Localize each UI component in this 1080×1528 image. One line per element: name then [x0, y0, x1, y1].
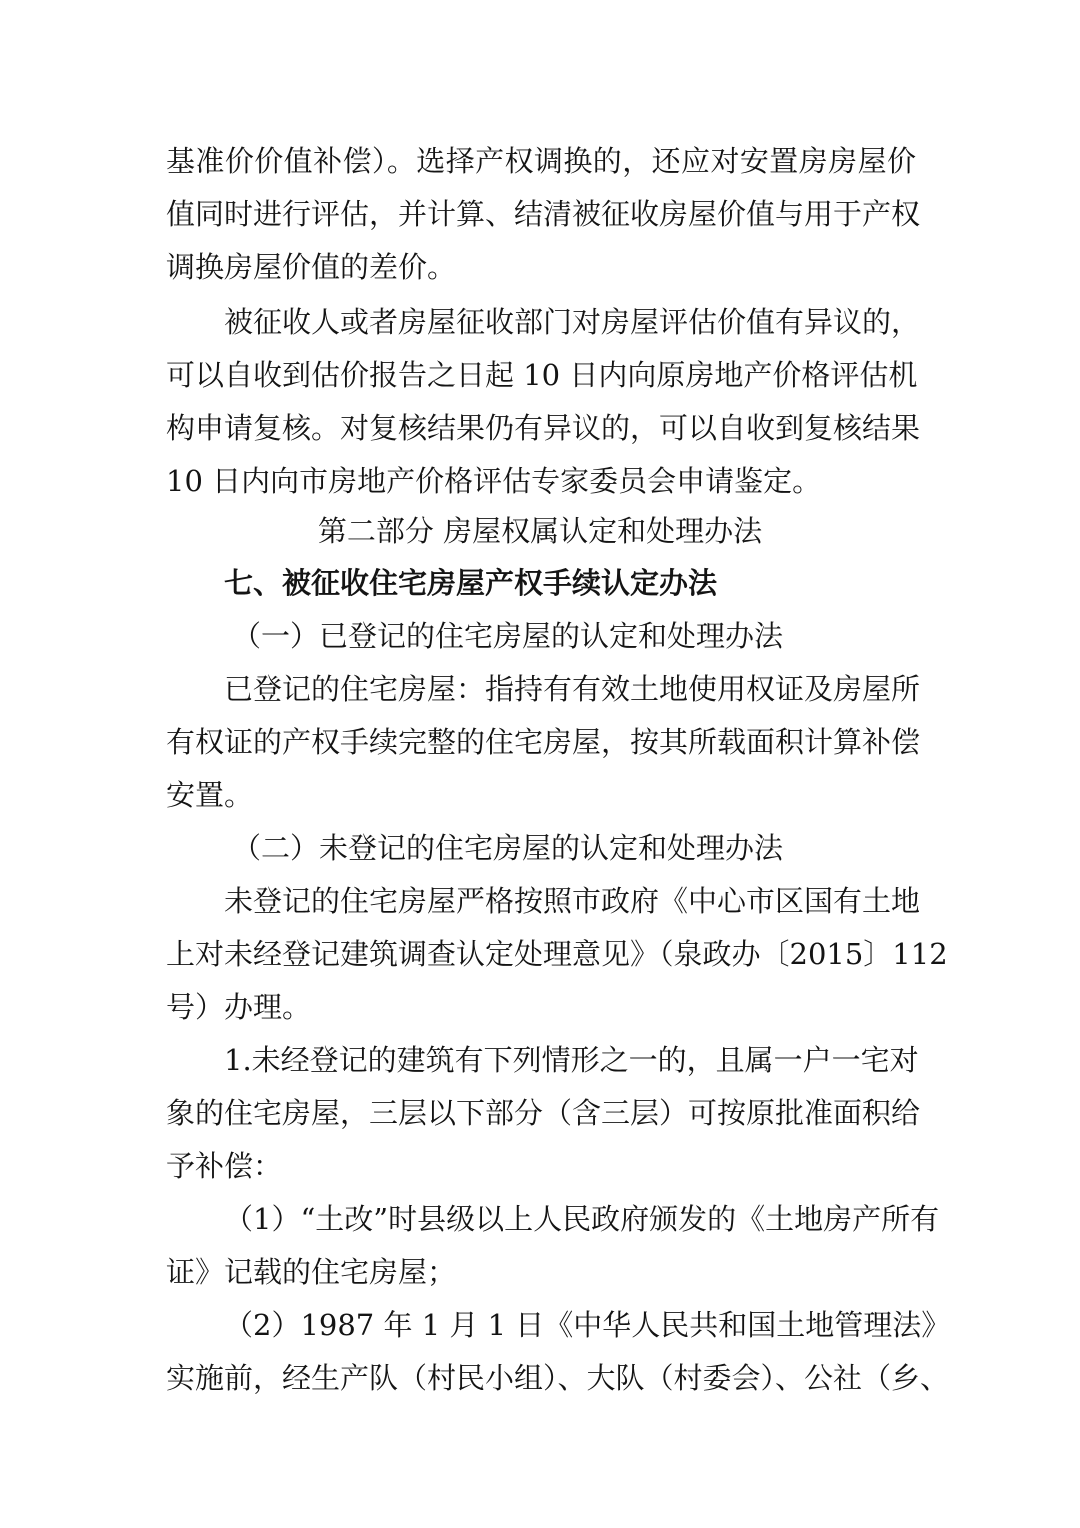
paragraph-line: 号）办理。 — [166, 990, 312, 1024]
paragraph-line: （1）“土改”时县级以上人民政府颁发的《土地房产所有 — [224, 1202, 940, 1236]
paragraph-line: 1.未经登记的建筑有下列情形之一的，且属一户一宅对 — [224, 1043, 919, 1077]
paragraph-line: 被征收人或者房屋征收部门对房屋评估价值有异议的， — [224, 305, 921, 339]
paragraph-line: 未登记的住宅房屋严格按照市政府《中心市区国有土地 — [224, 884, 921, 918]
paragraph-line: 象的住宅房屋，三层以下部分（含三层）可按原批准面积给 — [166, 1096, 921, 1130]
paragraph-line: 予补偿： — [166, 1149, 283, 1183]
paragraph-line: 有权证的产权手续完整的住宅房屋，按其所载面积计算补偿 — [166, 725, 921, 759]
subheading-one: （一）已登记的住宅房屋的认定和处理办法 — [232, 619, 784, 653]
paragraph-line: 安置。 — [166, 778, 254, 812]
paragraph-line: 10 日内向市房地产价格评估专家委员会申请鉴定。 — [166, 464, 822, 498]
paragraph-line: 调换房屋价值的差价。 — [166, 250, 457, 284]
paragraph-line: 值同时进行评估，并计算、结清被征收房屋价值与用于产权 — [166, 197, 921, 231]
subheading-two: （二）未登记的住宅房屋的认定和处理办法 — [232, 831, 784, 865]
paragraph-line: 上对未经登记建筑调查认定处理意见》（泉政办〔2015〕112 — [166, 937, 948, 971]
paragraph-line: 构申请复核。对复核结果仍有异议的，可以自收到复核结果 — [166, 411, 921, 445]
paragraph-line: 已登记的住宅房屋：指持有有效土地使用权证及房屋所 — [224, 672, 921, 706]
paragraph-line: （2）1987 年 1 月 1 日《中华人民共和国土地管理法》 — [224, 1308, 951, 1342]
paragraph-line: 实施前，经生产队（村民小组）、大队（村委会）、公社（乡、 — [166, 1361, 950, 1395]
subsection-heading: 七、被征收住宅房屋产权手续认定办法 — [224, 566, 718, 600]
paragraph-line: 证》记载的住宅房屋； — [166, 1255, 457, 1289]
paragraph-line: 可以自收到估价报告之日起 10 日内向原房地产价格评估机 — [166, 358, 918, 392]
paragraph-line: 基准价价值补偿）。选择产权调换的，还应对安置房房屋价 — [166, 144, 916, 178]
section-heading: 第二部分 房屋权属认定和处理办法 — [317, 514, 763, 548]
